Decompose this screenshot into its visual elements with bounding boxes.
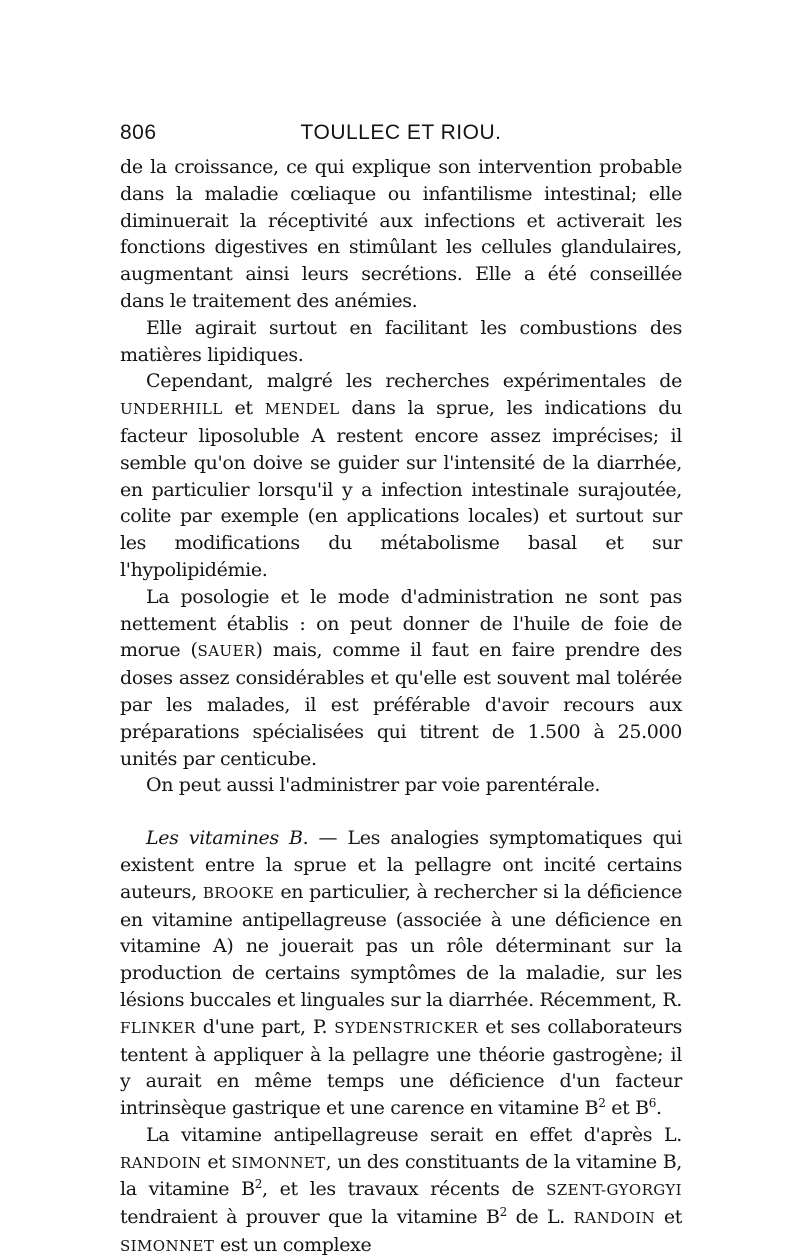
superscript: 2 (254, 1177, 263, 1192)
text-run: . (656, 1097, 662, 1120)
text-run: de la croissance, ce qui explique son intervention probable dans la maladie cœliaque ou infantilisme intestinal; elle diminuerait la réceptivité aux infections et activerait les fonctions digestives en stimûlant les cellules glandulaires, augmentant ainsi leurs secrétions. Elle a été conseillée dans le traitement des anémies. (120, 156, 682, 312)
section-heading: Les vitamines B. (146, 827, 309, 850)
text-run: et (222, 397, 265, 420)
page-number: 806 (120, 121, 157, 144)
text-run: et ses collaborateurs tentent à appliquer à la pellagre une théorie gastrogène; il y aurait en même temps une déficience d'un facteur intrinsèque gastrique et une carence en vitamine B (120, 1015, 682, 1120)
text-run: de L. (506, 1206, 574, 1229)
paragraph-2 (120, 315, 682, 369)
text-run: est un complexe (214, 1234, 372, 1257)
paragraph-3 (120, 368, 682, 583)
author-name: SIMONNET (231, 1153, 326, 1172)
section-vitamines-b (120, 825, 682, 1122)
author-name: SIMONNET (120, 1237, 215, 1256)
author-name: MENDEL (264, 400, 340, 419)
text-run: dans la sprue, les indications du facteur liposoluble A restent encore assez imprécises; il semble qu'on doive se guider sur l'intensité de la diarrhée, en particulier lorsqu'il y a infection intestinale surajoutée, colite par exemple (en applications locales) et surtout sur les modifications du métabolisme basal et sur l'hypolipidémie. (120, 397, 682, 581)
author-name: BROOKE (202, 883, 275, 902)
paragraph-5 (120, 772, 682, 799)
author-name: SYDENSTRICKER (334, 1018, 479, 1037)
author-name: UNDERHILL (120, 400, 223, 419)
author-name: RANDOIN (120, 1153, 202, 1172)
text-run: — Les analogies symptomatiques qui existent entre la sprue et la pellagre ont incité certains auteurs, (120, 827, 682, 903)
author-name: FLINKER (120, 1018, 196, 1037)
text-run: , un des constituants de la vitamine B, la vitamine B (120, 1150, 683, 1201)
author-name: SZENT-GYORGYI (546, 1181, 683, 1200)
author-name: RANDOIN (573, 1209, 656, 1228)
text-run: La vitamine antipellagreuse serait en effet d'après L. (146, 1123, 682, 1146)
superscript: 6 (648, 1096, 657, 1111)
text-run: La posologie et le mode d'administration ne sont pas nettement établis : on peut donner de l'huile de foie de morue ( (120, 585, 682, 662)
text-run: On peut aussi l'administrer par voie parentérale. (146, 774, 601, 797)
text-run: tendraient à prouver que la vitamine B (120, 1206, 500, 1229)
text-run: en particulier, à rechercher si la déficience en vitamine antipellagreuse (associée à une déficience en vitamine A) ne jouerait pas un rôle déterminant sur la production de certains symptômes de la maladie, sur les lésions buccales et linguales sur la diarrhée. Récemment, R. (120, 880, 682, 1011)
paragraph-4 (120, 584, 682, 773)
running-header (120, 118, 682, 148)
paragraph-7 (120, 1122, 682, 1260)
text-run: , et les travaux récents de (262, 1178, 547, 1201)
text-run: et (201, 1150, 232, 1173)
text-run: Elle agirait surtout en facilitant les combustions des matières lipidiques. (120, 316, 682, 366)
superscript: 2 (499, 1205, 507, 1220)
running-title: TOULLEC ET RIOU. (300, 121, 502, 144)
text-run: et B (605, 1097, 649, 1120)
body-text (120, 154, 682, 1260)
text-run: ) mais, comme il faut en faire prendre des doses assez considérables et qu'elle est souvent mal tolérée par les malades, il est préférable d'avoir recours aux préparations spécialisées qui titrent de 1.500 à 25.000 unités par centicube. (120, 639, 682, 770)
paragraph-1 (120, 154, 682, 315)
text-run: d'une part, P. (195, 1015, 335, 1038)
text-run: et (655, 1206, 682, 1229)
text-run: Cependant, malgré les recherches expérimentales de (146, 370, 682, 393)
author-name: SAUER (197, 642, 256, 661)
superscript: 2 (598, 1096, 606, 1111)
